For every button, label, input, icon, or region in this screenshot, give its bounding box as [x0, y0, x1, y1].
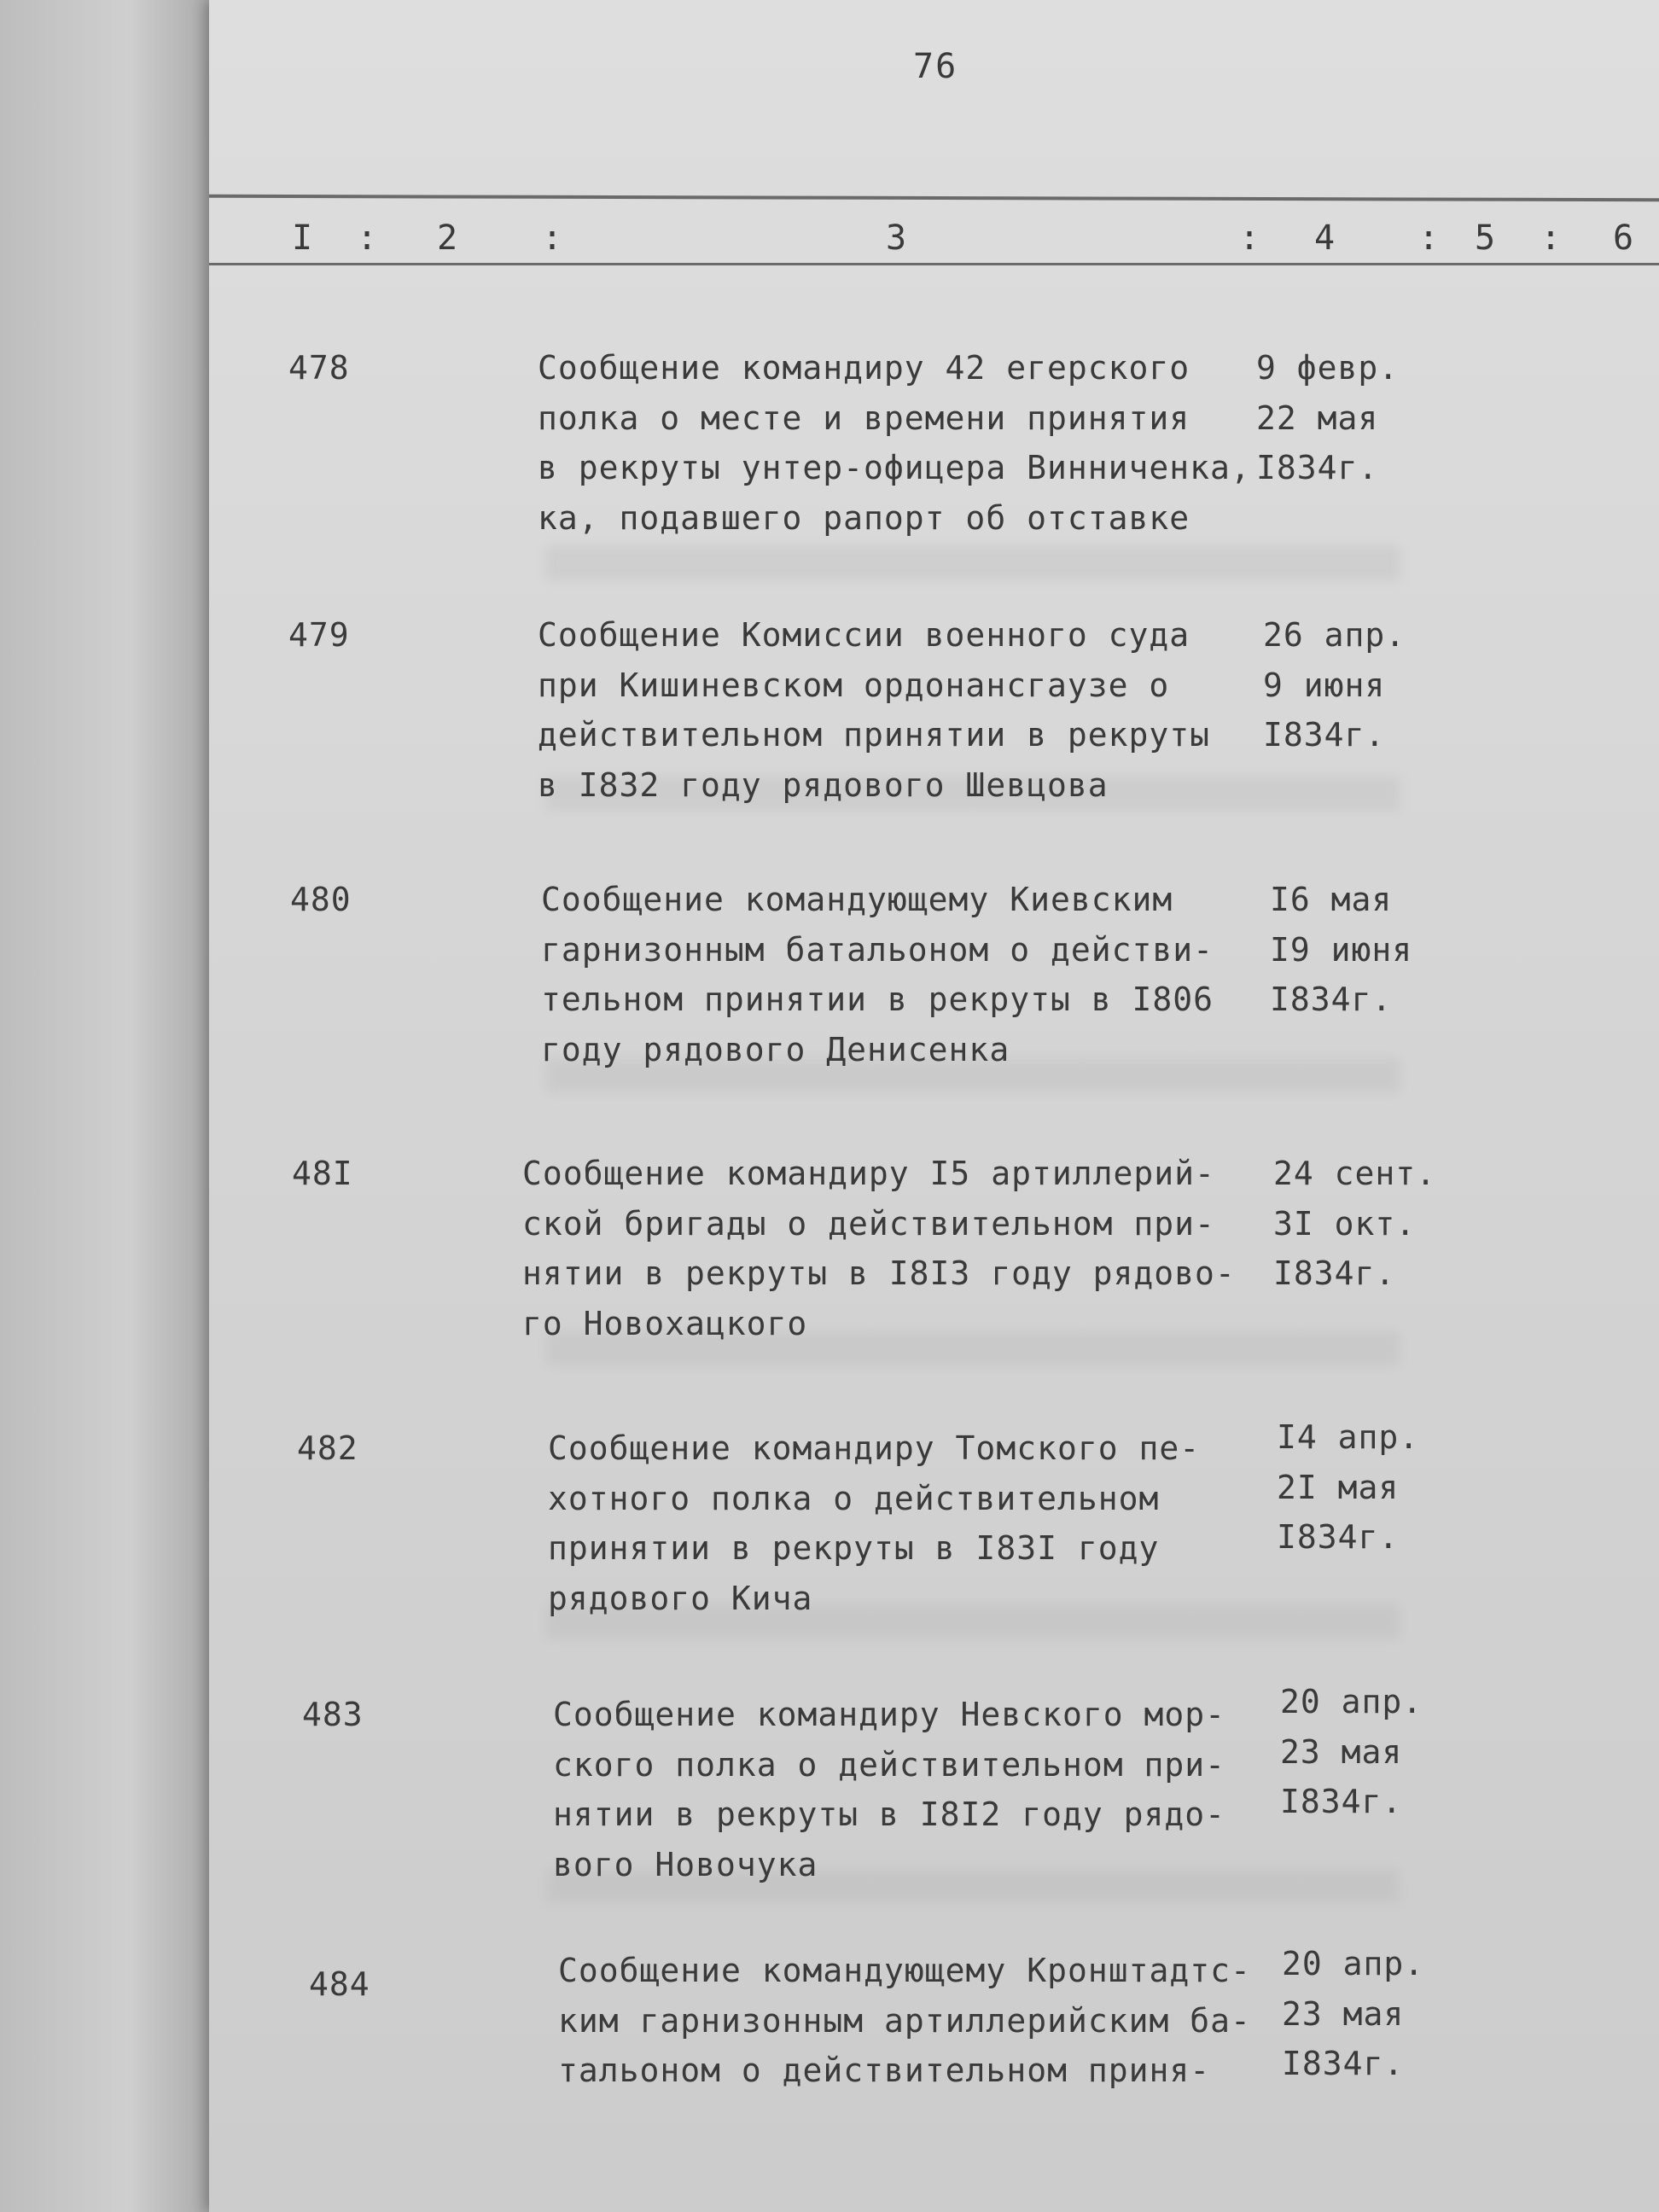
- entry-number: 480: [290, 881, 352, 918]
- entry-dates: [1270, 875, 1412, 1025]
- date-line: I834г.: [1280, 1783, 1403, 1820]
- description-line: Сообщение командующему Кронштадтс-: [558, 1952, 1251, 1989]
- description-line: принятии в рекруты в I83I году: [548, 1529, 1160, 1567]
- entry-number: 484: [309, 1965, 370, 2003]
- entry-description: [538, 610, 1210, 810]
- description-line: тельном принятии в рекруты в I806: [541, 981, 1214, 1018]
- description-line: Сообщение командующему Киевским: [541, 881, 1173, 918]
- description-line: Сообщение командиру I5 артиллерий-: [522, 1155, 1215, 1192]
- page-number: 76: [913, 47, 958, 86]
- entry-description: [522, 1149, 1236, 1348]
- column-separator: :: [357, 218, 378, 258]
- date-line: 20 апр.: [1280, 1683, 1423, 1720]
- description-line: ского полка о действительном при-: [553, 1745, 1225, 1784]
- column-header-6: 6: [1613, 218, 1634, 258]
- date-line: I834г.: [1277, 1518, 1400, 1556]
- entry-number: 478: [288, 349, 350, 387]
- entry-number: 48I: [292, 1155, 353, 1192]
- description-line: действительном принятии в рекруты: [538, 716, 1210, 754]
- entry-dates: [1282, 1939, 1424, 2089]
- date-line: 23 мая: [1282, 1994, 1405, 2033]
- description-line: Сообщение командиру Невского мор-: [553, 1696, 1225, 1733]
- column-header-3: 3: [886, 218, 907, 258]
- entry-description: [541, 875, 1214, 1074]
- date-line: 24 сент.: [1273, 1155, 1437, 1192]
- date-line: I4 апр.: [1277, 1418, 1420, 1456]
- entry-dates: [1277, 1412, 1419, 1563]
- column-header-5: 5: [1475, 218, 1496, 258]
- column-separator: :: [1418, 218, 1440, 258]
- description-line: ской бригады о действительном при-: [522, 1204, 1215, 1243]
- description-line: Сообщение командиру Томского пе-: [548, 1429, 1201, 1467]
- entry-description: [553, 1690, 1225, 1889]
- description-line: году рядового Денисенка: [541, 1030, 1010, 1068]
- date-line: I834г.: [1273, 1254, 1396, 1292]
- entry-number: 482: [297, 1429, 358, 1467]
- date-line: 3I окт.: [1273, 1204, 1417, 1243]
- column-header-4: 4: [1314, 218, 1336, 258]
- entry-description: [538, 343, 1251, 543]
- column-header-2: 2: [437, 218, 458, 258]
- date-line: 2I мая: [1277, 1468, 1400, 1506]
- description-line: при Кишиневском ордонансгаузе о: [538, 666, 1170, 704]
- date-line: 26 апр.: [1263, 616, 1406, 654]
- entry-number: 479: [288, 616, 350, 654]
- entry-description: [548, 1423, 1200, 1623]
- entry-description: [558, 1946, 1251, 2096]
- description-line: ка, подавшего рапорт об отставке: [538, 498, 1190, 537]
- description-line: в I832 году рядового Шевцова: [538, 765, 1109, 804]
- column-separator: :: [542, 218, 563, 258]
- date-line: I834г.: [1263, 716, 1386, 754]
- entry-dates: [1280, 1677, 1423, 1827]
- entry-dates: [1256, 343, 1399, 493]
- entry-dates: [1273, 1149, 1436, 1299]
- date-line: I9 июня: [1270, 930, 1413, 969]
- date-line: 22 мая: [1256, 399, 1379, 437]
- description-line: хотного полка о действительном: [548, 1479, 1160, 1517]
- date-line: 9 февр.: [1256, 349, 1400, 387]
- date-line: 20 апр.: [1282, 1945, 1425, 1982]
- description-line: в рекруты унтер-офицера Винниченка,: [538, 449, 1251, 486]
- book-spine: [0, 0, 213, 2212]
- date-line: 9 июня: [1263, 666, 1386, 704]
- description-line: Сообщение Комиссии военного суда: [538, 616, 1190, 654]
- date-line: I6 мая: [1270, 881, 1393, 918]
- show-through-text: [546, 546, 1400, 580]
- description-line: тальоном о действительном приня-: [558, 2052, 1211, 2089]
- column-separator: :: [1540, 218, 1562, 258]
- description-line: нятии в рекруты в I8I3 году рядово-: [522, 1254, 1236, 1292]
- date-line: I834г.: [1256, 449, 1379, 486]
- description-line: полка о месте и времени принятия: [538, 399, 1190, 437]
- entry-dates: [1263, 610, 1406, 760]
- description-line: ким гарнизонным артиллерийским ба-: [558, 2001, 1251, 2040]
- description-line: нятии в рекруты в I8I2 году рядо-: [553, 1796, 1225, 1833]
- description-line: гарнизонным батальоном о действи-: [541, 930, 1214, 969]
- description-line: рядового Кича: [548, 1579, 813, 1617]
- entry-number: 483: [302, 1696, 364, 1733]
- description-line: го Новохацкого: [522, 1304, 808, 1342]
- column-separator: :: [1239, 218, 1260, 258]
- date-line: 23 мая: [1280, 1732, 1403, 1771]
- date-line: I834г.: [1282, 2045, 1405, 2082]
- column-header-1: I: [292, 218, 313, 258]
- description-line: вого Новочука: [553, 1845, 818, 1883]
- date-line: I834г.: [1270, 981, 1393, 1018]
- header-rule-bottom: [209, 263, 1659, 265]
- description-line: Сообщение командиру 42 егерского: [538, 349, 1190, 387]
